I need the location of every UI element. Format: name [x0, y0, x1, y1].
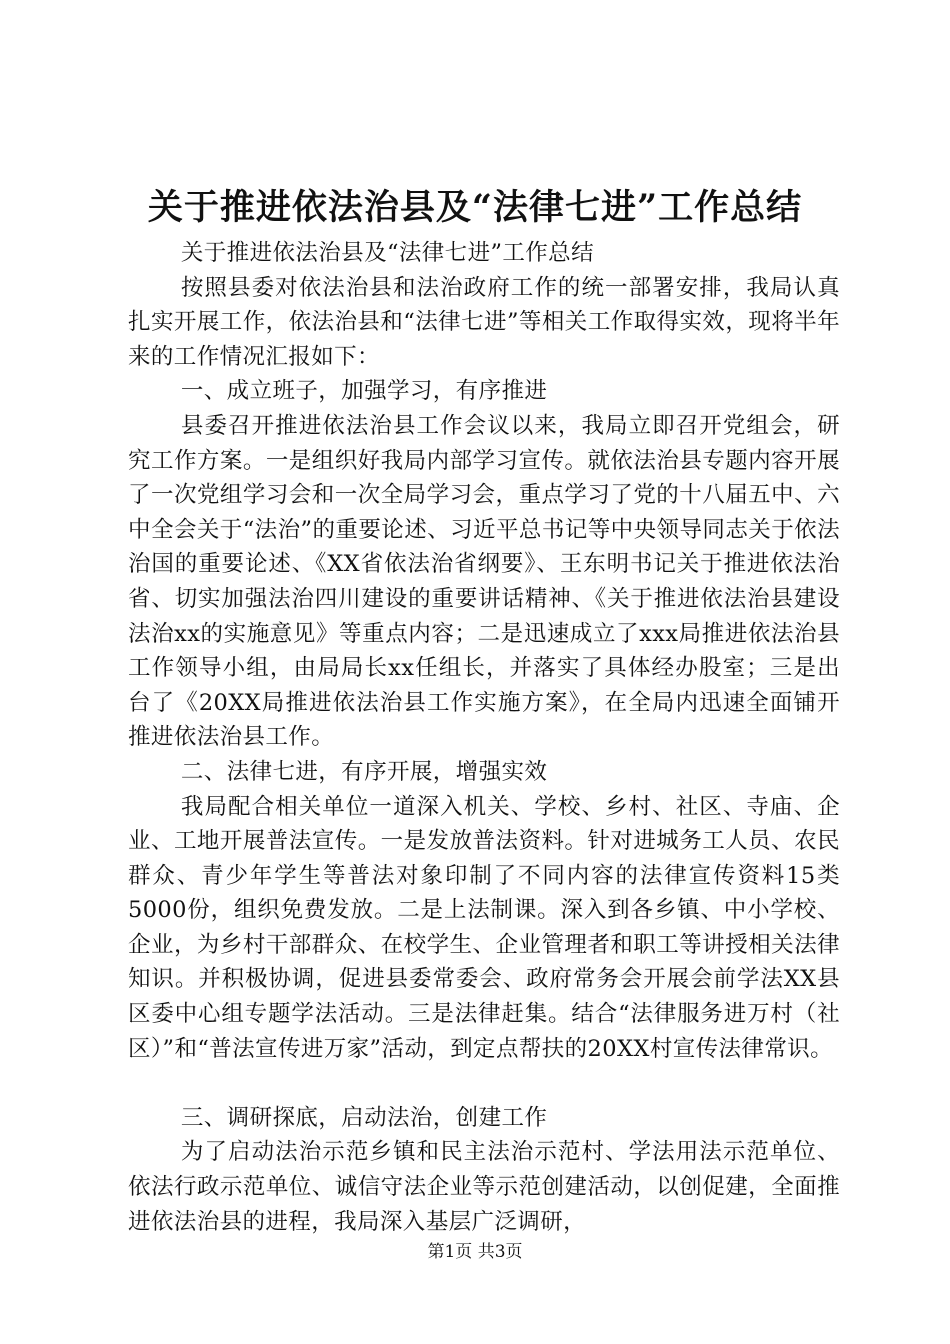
section-2-paragraph: 我局配合相关单位一道深入机关、学校、乡村、社区、寺庙、企业、工地开展普法宣传。一是发放普法资料。针对进城务工人员、农民群众、青少年学生等普法对象印制了不同内容的法律宣传资料15类5000份，组织免费发放。二是上法制课。深入到各乡镇、中小学校、企业，为乡村干部群众、在校学生、企业管理者和职工等讲授相关法律知识。并积极协调，促进县委常委会、政府常务会开展会前学法XX县区委中心组专题学法活动。三是法律赶集。结合“法律服务进万村（社区）”和“普法宣传进万家”活动，到定点帮扶的20XX村宣传法律常识。: [128, 793, 840, 1062]
section-heading-2: 二、法律七进，有序开展，增强实效: [180, 758, 548, 785]
blank-line: [128, 1066, 840, 1101]
section-heading-1: 一、成立班子，加强学习，有序推进: [180, 378, 548, 405]
document-title: 关于推进依法治县及“法律七进”工作总结: [147, 187, 803, 228]
section-1-paragraph: 县委召开推进依法治县工作会议以来，我局立即召开党组会，研究工作方案。一是组织好我局内部学习宣传。就依法治县专题内容开展了一次党组学习会和一次全局学习会，重点学习了党的十八届五中、六中全会关于“法治”的重要论述、习近平总书记等中央领导同志关于依法治国的重要论述、《XX省依法治省纲要》、王东明书记关于推进依法治省、切实加强法治四川建设的重要讲话精神、《关于推进依法治县建设法治xx的实施意见》等重点内容；二是迅速成立了xxx局推进依法治县工作领导小组，由局局长xx任组长，并落实了具体经办股室；三是出台了《20XX局推进依法治县工作实施方案》，在全局内迅速全面铺开推进依法治县工作。: [128, 412, 840, 751]
page-number-footer: 第1页 共3页: [427, 1242, 523, 1262]
document-body: [128, 236, 840, 1239]
section-heading-3: 三、调研探底，启动法治，创建工作: [180, 1104, 548, 1131]
intro-paragraph: 按照县委对依法治县和法治政府工作的统一部署安排，我局认真扎实开展工作，依法治县和“法律七进”等相关工作取得实效，现将半年来的工作情况汇报如下：: [128, 274, 840, 370]
body-subtitle: 关于推进依法治县及“法律七进”工作总结: [180, 240, 594, 266]
section-3-paragraph: 为了启动法治示范乡镇和民主法治示范村、学法用法示范单位、依法行政示范单位、诚信守法企业等示范创建活动，以创促建，全面推进依法治县的进程，我局深入基层广泛调研，: [128, 1139, 840, 1235]
